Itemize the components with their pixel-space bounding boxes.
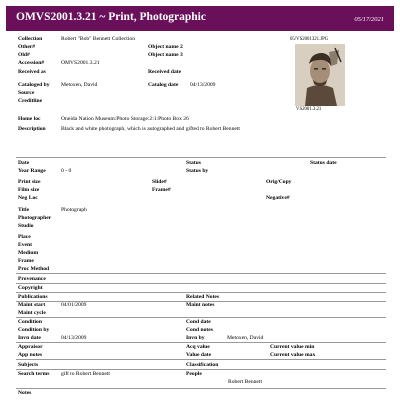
year-range-label: Year Range (18, 168, 46, 174)
cataloged-by-label: Cataloged by (18, 82, 50, 88)
home-loc-value: Oneida Nation Museum:Photo Storage:2:1:Photo Box 26 (61, 116, 189, 122)
photographer-label: Photographer (18, 215, 52, 221)
divider (16, 388, 386, 389)
status-date-label: Status date (310, 160, 337, 166)
neg-loc-label: Neg Loc (18, 195, 38, 201)
event-label: Event (18, 242, 32, 248)
catalog-date-label: Catalog date (148, 82, 179, 88)
received-date-label: Received date (148, 69, 182, 75)
notes-label: Notes (18, 390, 32, 396)
collection-value: Robert "Bob" Bennett Collection (61, 36, 136, 42)
medium-label: Medium (18, 250, 39, 256)
film-size-label: Film size (18, 187, 40, 193)
title-label: Title (18, 207, 30, 213)
divider (16, 359, 386, 360)
object-name-2-label: Object name 2 (148, 44, 183, 50)
invn-by-value: Metoxen, David (227, 335, 264, 341)
divider (16, 317, 386, 318)
divider (16, 157, 386, 158)
provenance-label: Provenance (18, 276, 46, 282)
subjects-label: Subjects (18, 362, 39, 368)
frame-label: Frame (18, 258, 34, 264)
portrait-photo-image (295, 44, 345, 106)
condition-label: Condition (18, 319, 42, 325)
catalog-date-value: 04/13/2009 (190, 82, 216, 88)
acq-value-label: Acq value (186, 344, 210, 350)
copyright-label: Copyright (18, 285, 43, 291)
current-value-max-label: Current value max (270, 352, 316, 358)
image-caption: VS2001.3.21 (296, 107, 322, 112)
description-value: Black and white photograph, which is autographed and gifted to Robert Bennett (61, 126, 240, 132)
publications-label: Publications (18, 294, 48, 300)
other-label: Other# (18, 44, 36, 50)
divider (16, 273, 386, 274)
proc-method-label: Proc Method (18, 266, 50, 272)
search-terms-label: Search terms (18, 371, 50, 377)
maint-notes-label: Maint notes (186, 302, 215, 308)
cond-date-label: Cond date (186, 319, 211, 325)
status-label: Status (186, 160, 201, 166)
negative-label: Negative# (266, 195, 290, 201)
app-notes-label: App notes (18, 352, 43, 358)
print-size-label: Print size (18, 179, 41, 185)
orig-copy-label: Orig/Copy (266, 179, 292, 185)
home-loc-label: Home loc (18, 116, 41, 122)
invn-by-label: Invn by (186, 335, 205, 341)
collection-label: Collection (18, 36, 43, 42)
studio-label: Studio (18, 223, 34, 229)
slide-label: Slide# (152, 179, 167, 185)
related-notes-label: Related Notes (186, 294, 220, 300)
source-label: Source (18, 90, 35, 96)
maint-start-value: 04/01/2009 (61, 302, 87, 308)
object-photo[interactable] (295, 44, 345, 106)
classification-label: Classification (186, 362, 219, 368)
people-value: Robert Bennett (228, 379, 263, 385)
description-label: Description (18, 126, 46, 132)
invn-date-label: Invn date (18, 335, 41, 341)
year-range-value: 0 - 0 (61, 168, 72, 174)
divider (16, 369, 386, 370)
status-by-label: Status by (186, 168, 209, 174)
record-title: OMVS2001.3.21 ~ Print, Photographic (16, 11, 206, 23)
place-label: Place (18, 234, 31, 240)
received-as-label: Received as (18, 69, 46, 75)
divider (16, 342, 386, 343)
print-date: 05/17/2021 (354, 16, 384, 23)
search-terms-value: gift to Robert Bennett (61, 371, 110, 377)
divider (16, 292, 386, 293)
creditline-label: Creditline (18, 98, 43, 104)
date-label: Date (18, 160, 30, 166)
cond-notes-label: Cond notes (186, 327, 213, 333)
current-value-min-label: Current value min (270, 344, 315, 350)
frame-number-label: Frame# (152, 187, 171, 193)
record-header (6, 6, 394, 31)
title-value: Photograph (61, 207, 87, 213)
object-name-3-label: Object name 3 (148, 52, 183, 58)
appraisor-label: Appraisor (18, 344, 43, 350)
value-date-label: Value date (186, 352, 212, 358)
maint-cycle-label: Maint cycle (18, 310, 46, 316)
invn-date-value: 04/13/2009 (61, 335, 87, 341)
divider (16, 283, 386, 284)
condition-by-label: Condition by (18, 327, 50, 333)
accession-value: OMVS2001.3.21 (61, 60, 100, 66)
old-label: Old# (18, 52, 30, 58)
maint-start-label: Maint start (18, 302, 46, 308)
people-label: People (186, 371, 202, 377)
image-filename: 05/VS2001321.JPG (290, 37, 329, 42)
accession-label: Accession# (18, 60, 45, 66)
cataloged-by-value: Metoxen, David (61, 82, 98, 88)
